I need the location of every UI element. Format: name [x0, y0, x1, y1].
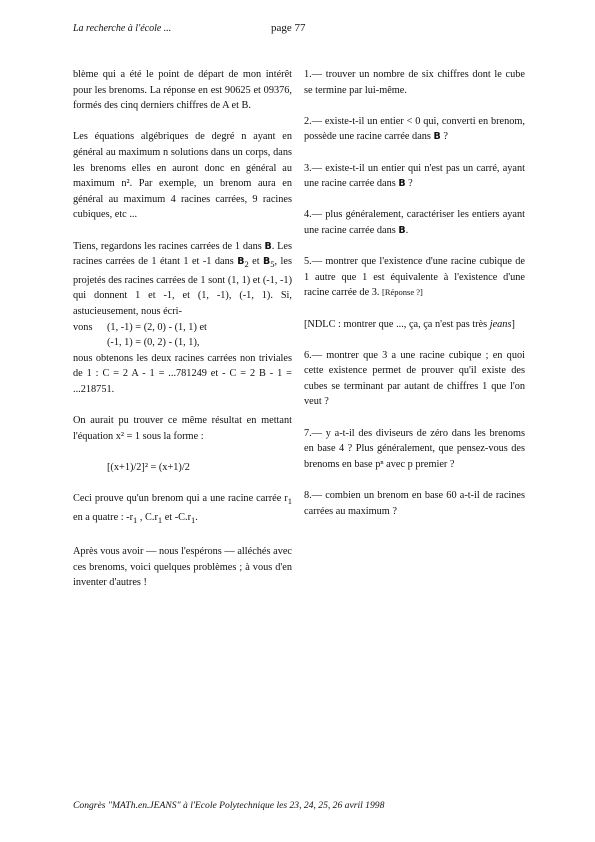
blackboard-b-symbol: B	[237, 256, 245, 268]
left-column	[73, 67, 292, 606]
right-column	[304, 67, 525, 535]
paragraph: Les équations algébriques de degré n ayant en général au maximum n solutions dans un corps, dans les brenoms elles en auront donc en général au maximum n². Par exemple, un brenom aura en général au maximum 4 racines carrées, 9 racines cubiques, etc ...	[73, 131, 292, 221]
blackboard-b-symbol: B	[433, 131, 441, 143]
editor-note: [NDLC : montrer que ..., ça, ça n'est pas très jeans]	[304, 318, 515, 330]
blackboard-b-symbol: B	[263, 256, 271, 268]
answer-note: [Réponse ?]	[382, 287, 423, 298]
problem-item: 6.— montrer que 3 a une racine cubique ; en quoi cette existence permet de prouver qu'il existe des cubes se terminant par autant de chiffres 1 que l'on veut ?	[304, 349, 525, 408]
problem-item: 5.— montrer que l'existence d'une racine cubique de 1 autre que 1 est équivalente à l'existence d'une racine carrée de 3. [Réponse ?]	[304, 256, 525, 299]
paragraph: On aurait pu trouver ce même résultat en mettant l'équation x² = 1 sous la forme :	[73, 415, 292, 442]
problem-item: 3.— existe-t-il un entier qui n'est pas un carré, ayant une racine carrée dans B ?	[304, 162, 525, 190]
problem-item: 8.— combien un brenom en base 60 a-t-il de racines carrées au maximum ?	[304, 490, 525, 517]
blackboard-b-symbol: B	[398, 178, 406, 190]
footer: Congrès "MATh.en.JEANS" à l'Ecole Polytechnique les 23, 24, 25, 26 avril 1998	[73, 800, 385, 811]
problem-item: 2.— existe-t-il un entier < 0 qui, converti en brenom, possède une racine carrée dans B ?	[304, 115, 525, 143]
paragraph: nous obtenons les deux racines carrées non triviales de 1 : C = 2 A - 1 = ...781249 et - C = 2 B - 1 = ...218751.	[73, 352, 292, 395]
blackboard-b-symbol: B	[398, 224, 406, 236]
page-number: page 77	[271, 22, 306, 34]
equation: [(x+1)/2]² = (x+1)/2	[107, 461, 190, 473]
paragraph: Après vous avoir — nous l'espérons — alléchés avec ces brenoms, voici quelques problèmes ; à vous d'en inventer d'autres !	[73, 545, 292, 589]
paragraph: Tiens, regardons les racines carrées de 1 dans B. Les racines carrées de 1 étant 1 et -1 dans $B_2$ et $B_5$, les projetés des racines carrées de 1 sont (1, 1) et (-1, -1) qui donnent 1 et -1, et (1, -1), (-1, 1). Si, astucieusement, nous écri-	[73, 240, 292, 317]
paragraph: blème qui a été le point de départ de mon intérêt pour les brenoms. La réponse en est 90625 et 09376, formés des cinq derniers chiffres de A et B.	[73, 69, 292, 112]
paragraph: Ceci prouve qu'un brenom qui a une racine carrée $r_1$ en a quatre : $-r_1$ , $C.r_1$ et $-C.r_1$.	[73, 493, 292, 525]
equation-line: (-1, 1) = (0, 2) - (1, 1),	[107, 337, 200, 349]
blackboard-b-symbol: B	[264, 240, 272, 252]
equation-line: vons (1, -1) = (2, 0) - (1, 1) et	[73, 321, 207, 333]
problem-item: 1.— trouver un nombre de six chiffres dont le cube se termine par lui-même.	[304, 69, 525, 96]
problem-item: 7.— y a-t-il des diviseurs de zéro dans les brenoms en base 4 ? Plus généralement, que pensez-vous des brenoms en base pⁿ avec p premier ?	[304, 427, 525, 470]
problem-item: 4.— plus généralement, caractériser les entiers ayant une racine carrée dans B.	[304, 209, 525, 236]
running-title: La recherche à l'école ...	[73, 23, 172, 34]
